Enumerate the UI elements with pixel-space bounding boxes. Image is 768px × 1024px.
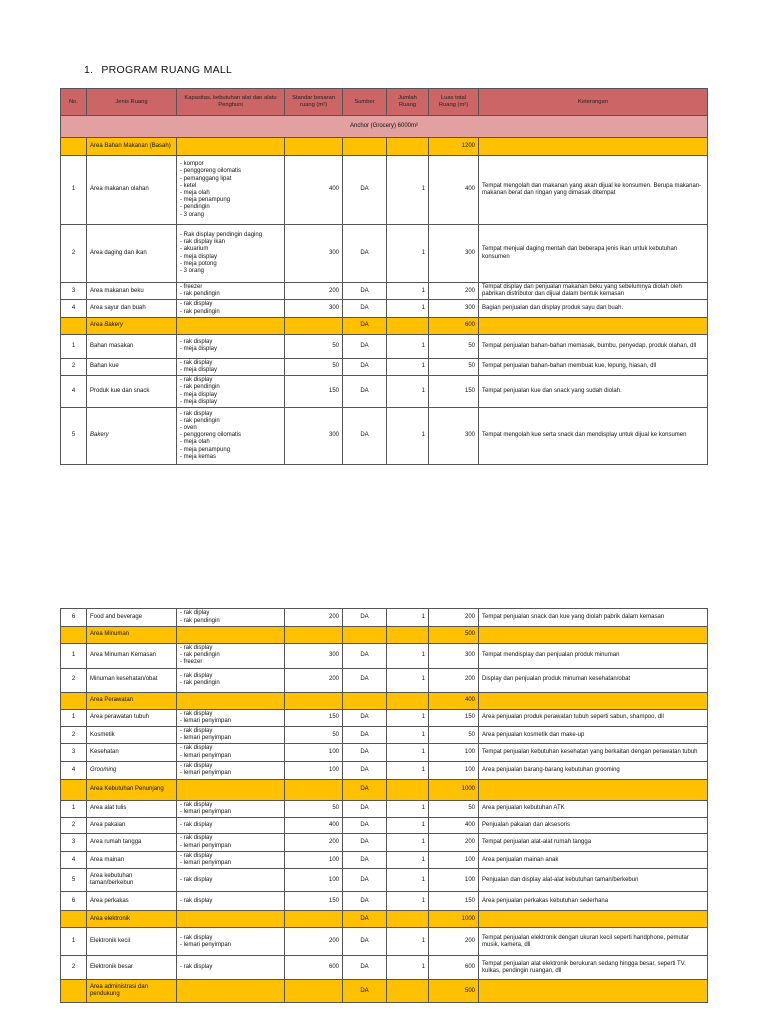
row-no: 3: [61, 834, 87, 852]
section-source: DA: [343, 911, 387, 928]
section-source: DA: [343, 980, 387, 1003]
row-name: Bakery: [87, 407, 177, 464]
row-no: 5: [61, 869, 87, 892]
row-source: DA: [343, 334, 387, 358]
row-source: DA: [343, 869, 387, 892]
section-total: 600: [429, 317, 479, 334]
row-no: 4: [61, 761, 87, 779]
row-standard: 600: [285, 956, 343, 980]
row-description: Tempat penjualan bahan-bahan membuat kue, lepung, hiasan, dll: [479, 358, 708, 375]
row-standard: 300: [285, 225, 343, 283]
row-quantity: 1: [387, 834, 429, 852]
section-std: [285, 317, 343, 334]
section-row: [61, 779, 708, 800]
row-capacity: - rak display: [177, 869, 285, 892]
row-total: 300: [429, 407, 479, 464]
row-source: DA: [343, 709, 387, 726]
row-description: Tempat menjual daging mentah dan beberapa jenis ikan untuk kebutuhan konsumen: [479, 225, 708, 283]
row-total: 300: [429, 644, 479, 669]
row-capacity: - rak display - lemari penyimpan: [177, 852, 285, 869]
section-row: [61, 911, 708, 928]
section-row: [61, 980, 708, 1003]
section-no: [61, 317, 87, 334]
row-no: 2: [61, 956, 87, 980]
row-standard: 150: [285, 376, 343, 408]
row-source: DA: [343, 726, 387, 743]
row-source: DA: [343, 892, 387, 911]
table-row: [61, 225, 708, 283]
row-name: Bahan kue: [87, 358, 177, 375]
row-name: Area mainan: [87, 852, 177, 869]
section-std: [285, 980, 343, 1003]
row-no: 1: [61, 928, 87, 956]
row-description: Area penjualan kosmetik dan make-up: [479, 726, 708, 743]
row-quantity: 1: [387, 928, 429, 956]
row-name: Area daging dan ikan: [87, 225, 177, 283]
row-quantity: 1: [387, 761, 429, 779]
section-no: [61, 911, 87, 928]
row-name: Area perawatan tubuh: [87, 709, 177, 726]
row-total: 300: [429, 300, 479, 317]
page-title: [84, 64, 240, 76]
row-quantity: 1: [387, 300, 429, 317]
row-capacity: - rak display - lemari penyimpan: [177, 726, 285, 743]
row-description: Tempat penjualan alat elektronik berukuran sedang hingga besar, seperti TV, kulkas, pendingin ruangan, dll: [479, 956, 708, 980]
table-row: [61, 744, 708, 761]
row-description: Tempat display dan penjualan makanan beku yang sebelumnya diolah oleh pabrikan distributor dan dijual dalam bentuk kemasan: [479, 283, 708, 300]
row-quantity: 1: [387, 869, 429, 892]
row-capacity: - rak display: [177, 956, 285, 980]
section-std: [285, 779, 343, 800]
row-description: Tempat penjualan kebutuhan kesehatan yang berkaitan dengan perawatan tubuh: [479, 744, 708, 761]
row-capacity: - rak display - rak pendingin - freezer: [177, 644, 285, 669]
row-description: Bagian penjualan dan display produk sayu dan buah.: [479, 300, 708, 317]
row-quantity: 1: [387, 334, 429, 358]
table-row: [61, 668, 708, 692]
row-name: Produk kue dan snack: [87, 376, 177, 408]
section-source: [343, 138, 387, 156]
table-row: [61, 644, 708, 669]
row-standard: 150: [285, 892, 343, 911]
row-total: 100: [429, 744, 479, 761]
section-name: Area elektronik: [87, 911, 177, 928]
row-no: 6: [61, 609, 87, 627]
row-capacity: - rak display - lemari penyimpan: [177, 800, 285, 817]
row-total: 50: [429, 358, 479, 375]
row-quantity: 1: [387, 744, 429, 761]
section-row: [61, 627, 708, 644]
row-capacity: - rak display - lemari penyimpan: [177, 744, 285, 761]
row-source: DA: [343, 852, 387, 869]
table-row: [61, 283, 708, 300]
section-desc: [479, 138, 708, 156]
row-total: 200: [429, 834, 479, 852]
row-standard: 100: [285, 869, 343, 892]
row-quantity: 1: [387, 376, 429, 408]
row-name: Kesehatan: [87, 744, 177, 761]
section-total: 1000: [429, 779, 479, 800]
row-source: DA: [343, 376, 387, 408]
row-description: Tempat penjualan elektronik dengan ukuran kecil seperti handphone, pemutar musik, kamera, dll: [479, 928, 708, 956]
row-standard: 50: [285, 358, 343, 375]
section-std: [285, 692, 343, 709]
section-name: Area administrasi dan pendukung: [87, 980, 177, 1003]
section-no: [61, 779, 87, 800]
section-qty: [387, 911, 429, 928]
section-qty: [387, 138, 429, 156]
table-row: [61, 852, 708, 869]
header-standar: Standar besaran ruang (m²): [285, 89, 343, 116]
row-name: Area Minuman Kemasan: [87, 644, 177, 669]
row-no: 2: [61, 726, 87, 743]
row-standard: 300: [285, 300, 343, 317]
row-no: 2: [61, 818, 87, 834]
row-total: 150: [429, 709, 479, 726]
row-source: DA: [343, 407, 387, 464]
section-desc: [479, 627, 708, 644]
row-total: 300: [429, 225, 479, 283]
section-cap: [177, 627, 285, 644]
row-quantity: 1: [387, 225, 429, 283]
row-name: Kosmetik: [87, 726, 177, 743]
row-no: 1: [61, 156, 87, 225]
row-standard: 200: [285, 609, 343, 627]
row-standard: 400: [285, 818, 343, 834]
table-row: [61, 334, 708, 358]
row-capacity: - rak display - rak pendingin: [177, 300, 285, 317]
row-standard: 50: [285, 334, 343, 358]
row-no: 1: [61, 709, 87, 726]
section-name: Area Minuman: [87, 627, 177, 644]
table-row: [61, 726, 708, 743]
row-quantity: 1: [387, 956, 429, 980]
section-total: 1000: [429, 911, 479, 928]
section-qty: [387, 980, 429, 1003]
section-desc: [479, 980, 708, 1003]
row-description: Tempat mengolah kue serta snack dan mendisplay untuk dijual ke konsumen: [479, 407, 708, 464]
row-name: Elektronik besar: [87, 956, 177, 980]
row-name: Area kebutuhan taman/berkebun: [87, 869, 177, 892]
row-capacity: - rak display - rak pendingin - oven - penggoreng oilomatis - meja olah - meja penampung - meja kemas: [177, 407, 285, 464]
row-description: Area penjualan perkakas kebutuhan sederhana: [479, 892, 708, 911]
row-source: DA: [343, 800, 387, 817]
row-capacity: - rak display - lemari penyimpan: [177, 709, 285, 726]
table-row: [61, 609, 708, 627]
row-no: 1: [61, 334, 87, 358]
row-standard: 100: [285, 744, 343, 761]
section-source: DA: [343, 317, 387, 334]
row-name: Area perkakas: [87, 892, 177, 911]
row-standard: 200: [285, 668, 343, 692]
section-row: [61, 138, 708, 156]
section-name: Area Kebutuhan Penunjang: [87, 779, 177, 800]
row-description: Area penjualan produk perawatan tubuh seperti sabun, shampoo, dll: [479, 709, 708, 726]
row-quantity: 1: [387, 818, 429, 834]
section-std: [285, 911, 343, 928]
row-name: Minuman kesehatan/obat: [87, 668, 177, 692]
section-std: [285, 627, 343, 644]
program-table-1: [60, 88, 708, 465]
section-cap: [177, 980, 285, 1003]
row-source: DA: [343, 761, 387, 779]
row-capacity: - rak display - rak pendingin: [177, 668, 285, 692]
row-no: 1: [61, 644, 87, 669]
row-no: 6: [61, 892, 87, 911]
section-cap: [177, 692, 285, 709]
row-quantity: 1: [387, 156, 429, 225]
row-description: Tempat penjualan bahan-bahan memasak, bumbu, penyedap, produk olahan, dll: [479, 334, 708, 358]
row-quantity: 1: [387, 283, 429, 300]
row-source: DA: [343, 744, 387, 761]
section-total: 500: [429, 627, 479, 644]
row-name: Area makanan beku: [87, 283, 177, 300]
row-name: Grooming: [87, 761, 177, 779]
table-row: [61, 818, 708, 834]
section-name: Area Bakery: [87, 317, 177, 334]
row-capacity: - rak display - meja display: [177, 334, 285, 358]
section-qty: [387, 627, 429, 644]
row-total: 50: [429, 334, 479, 358]
row-quantity: 1: [387, 709, 429, 726]
row-total: 150: [429, 376, 479, 408]
row-description: Area penjualan barang-barang kebutuhan grooming: [479, 761, 708, 779]
section-desc: [479, 692, 708, 709]
table-row: [61, 156, 708, 225]
row-source: DA: [343, 928, 387, 956]
row-no: 5: [61, 407, 87, 464]
anchor-label: Anchor (Grocery) 6000m²: [61, 116, 708, 138]
row-name: Area sayur dan buah: [87, 300, 177, 317]
section-cap: [177, 317, 285, 334]
row-name: Area pakaian: [87, 818, 177, 834]
row-quantity: 1: [387, 644, 429, 669]
section-source: DA: [343, 779, 387, 800]
section-row: [61, 692, 708, 709]
row-total: 100: [429, 761, 479, 779]
section-source: [343, 627, 387, 644]
row-capacity: - rak diplay - rak pendingin: [177, 609, 285, 627]
table-row: [61, 709, 708, 726]
row-no: 2: [61, 668, 87, 692]
row-name: Area makanan olahan: [87, 156, 177, 225]
section-no: [61, 138, 87, 156]
section-no: [61, 980, 87, 1003]
row-name: Area rumah tangga: [87, 834, 177, 852]
row-description: Tempat penjualan snack dan kue yang diolah pabrik dalam kemasan: [479, 609, 708, 627]
table-row: [61, 834, 708, 852]
section-qty: [387, 779, 429, 800]
row-capacity: - freezer - rak pendingin: [177, 283, 285, 300]
row-quantity: 1: [387, 726, 429, 743]
section-source: [343, 692, 387, 709]
section-cap: [177, 779, 285, 800]
row-description: Area penjualan mainan anak: [479, 852, 708, 869]
header-no: No.: [61, 89, 87, 116]
row-standard: 150: [285, 709, 343, 726]
header-sumber: Sumber: [343, 89, 387, 116]
row-total: 50: [429, 800, 479, 817]
table-row: [61, 956, 708, 980]
section-qty: [387, 692, 429, 709]
table-row: [61, 761, 708, 779]
row-standard: 300: [285, 644, 343, 669]
header-luas: Luas total Ruang (m²): [429, 89, 479, 116]
row-capacity: - rak display: [177, 818, 285, 834]
row-no: 3: [61, 744, 87, 761]
row-source: DA: [343, 283, 387, 300]
row-standard: 300: [285, 407, 343, 464]
section-total: 500: [429, 980, 479, 1003]
row-source: DA: [343, 609, 387, 627]
header-row: [61, 89, 708, 116]
section-total: 400: [429, 692, 479, 709]
title-number: 1.: [84, 64, 94, 76]
row-quantity: 1: [387, 892, 429, 911]
title-text: PROGRAM RUANG MALL: [101, 64, 233, 76]
row-total: 200: [429, 283, 479, 300]
table-row: [61, 407, 708, 464]
row-quantity: 1: [387, 852, 429, 869]
row-description: Display dan penjualan produk minuman kesehatan/obat: [479, 668, 708, 692]
row-total: 150: [429, 892, 479, 911]
table-row: [61, 928, 708, 956]
row-source: DA: [343, 300, 387, 317]
row-source: DA: [343, 156, 387, 225]
section-desc: [479, 317, 708, 334]
section-desc: [479, 911, 708, 928]
table-row: [61, 800, 708, 817]
row-quantity: 1: [387, 668, 429, 692]
row-total: 50: [429, 726, 479, 743]
row-name: Bahan masakan: [87, 334, 177, 358]
row-no: 3: [61, 283, 87, 300]
row-quantity: 1: [387, 609, 429, 627]
row-description: Penjualan pakaian dan aksesoris: [479, 818, 708, 834]
section-cap: [177, 138, 285, 156]
section-name: Area Perawatan: [87, 692, 177, 709]
header-jumlah: Jumlah Ruang: [387, 89, 429, 116]
section-no: [61, 627, 87, 644]
row-no: 4: [61, 300, 87, 317]
row-description: Tempat penjualan kue dan snack yang sudah diolah.: [479, 376, 708, 408]
row-standard: 100: [285, 852, 343, 869]
table-row: [61, 869, 708, 892]
row-total: 200: [429, 609, 479, 627]
row-description: Tempat mendisplay dan penjualan produk minuman: [479, 644, 708, 669]
row-source: DA: [343, 818, 387, 834]
row-source: DA: [343, 668, 387, 692]
row-total: 200: [429, 668, 479, 692]
section-cap: [177, 911, 285, 928]
row-capacity: - rak display - lemari penyimpan: [177, 834, 285, 852]
row-source: DA: [343, 358, 387, 375]
row-source: DA: [343, 225, 387, 283]
table-row: [61, 892, 708, 911]
section-total: 1200: [429, 138, 479, 156]
row-no: 4: [61, 852, 87, 869]
row-name: Elektronik kecil: [87, 928, 177, 956]
row-no: 1: [61, 800, 87, 817]
table-row: [61, 358, 708, 375]
header-jenis: Jenis Ruang: [87, 89, 177, 116]
section-no: [61, 692, 87, 709]
row-no: 4: [61, 376, 87, 408]
row-standard: 50: [285, 726, 343, 743]
row-description: Penjualan dan display alat-alat kebutuhan taman/berkebun: [479, 869, 708, 892]
row-description: Tempat penjualan alat-alat rumah tangga: [479, 834, 708, 852]
table-row: [61, 376, 708, 408]
program-table-2: [60, 608, 708, 1003]
section-name: Area Bahan Makanan (Basah): [87, 138, 177, 156]
row-no: 2: [61, 358, 87, 375]
table-row: [61, 300, 708, 317]
row-quantity: 1: [387, 800, 429, 817]
row-capacity: - rak display: [177, 892, 285, 911]
row-quantity: 1: [387, 358, 429, 375]
row-total: 400: [429, 156, 479, 225]
row-total: 100: [429, 869, 479, 892]
section-qty: [387, 317, 429, 334]
row-name: Food and beverage: [87, 609, 177, 627]
row-standard: 200: [285, 928, 343, 956]
section-row: [61, 317, 708, 334]
row-total: 400: [429, 818, 479, 834]
row-description: Area penjualan kebutuhan ATK: [479, 800, 708, 817]
row-standard: 200: [285, 834, 343, 852]
section-desc: [479, 779, 708, 800]
row-source: DA: [343, 834, 387, 852]
row-no: 2: [61, 225, 87, 283]
row-capacity: - rak display - lemari penyimpan: [177, 928, 285, 956]
row-standard: 50: [285, 800, 343, 817]
row-capacity: - rak display - meja display: [177, 358, 285, 375]
row-total: 100: [429, 852, 479, 869]
row-standard: 200: [285, 283, 343, 300]
row-description: Tempat mengolah dan makanan yang akan dijual ke konsumen. Berupa makanan-makanan berat dan ringan yang dimasak ditempat: [479, 156, 708, 225]
row-standard: 100: [285, 761, 343, 779]
row-standard: 400: [285, 156, 343, 225]
row-quantity: 1: [387, 407, 429, 464]
header-kapasitas: Kapasitas, kebutuhan alat dan alatu Penghuni: [177, 89, 285, 116]
row-capacity: - Rak display pendingin daging - rak display ikan - akuarium - meja display - meja potong - 3 orang: [177, 225, 285, 283]
row-total: 600: [429, 956, 479, 980]
row-source: DA: [343, 644, 387, 669]
row-capacity: - rak display - rak pendingin - meja display - meja display: [177, 376, 285, 408]
row-source: DA: [343, 956, 387, 980]
header-keterangan: Keterangan: [479, 89, 708, 116]
section-std: [285, 138, 343, 156]
row-name: Area alat tulis: [87, 800, 177, 817]
row-capacity: - rak display - lemari penyimpan: [177, 761, 285, 779]
row-capacity: - kompor - penggoreng oilomatis - pemanggang lipat - ketel - meja olah - meja penampung - pendingin - 3 orang: [177, 156, 285, 225]
row-total: 200: [429, 928, 479, 956]
anchor-row: [61, 116, 708, 138]
